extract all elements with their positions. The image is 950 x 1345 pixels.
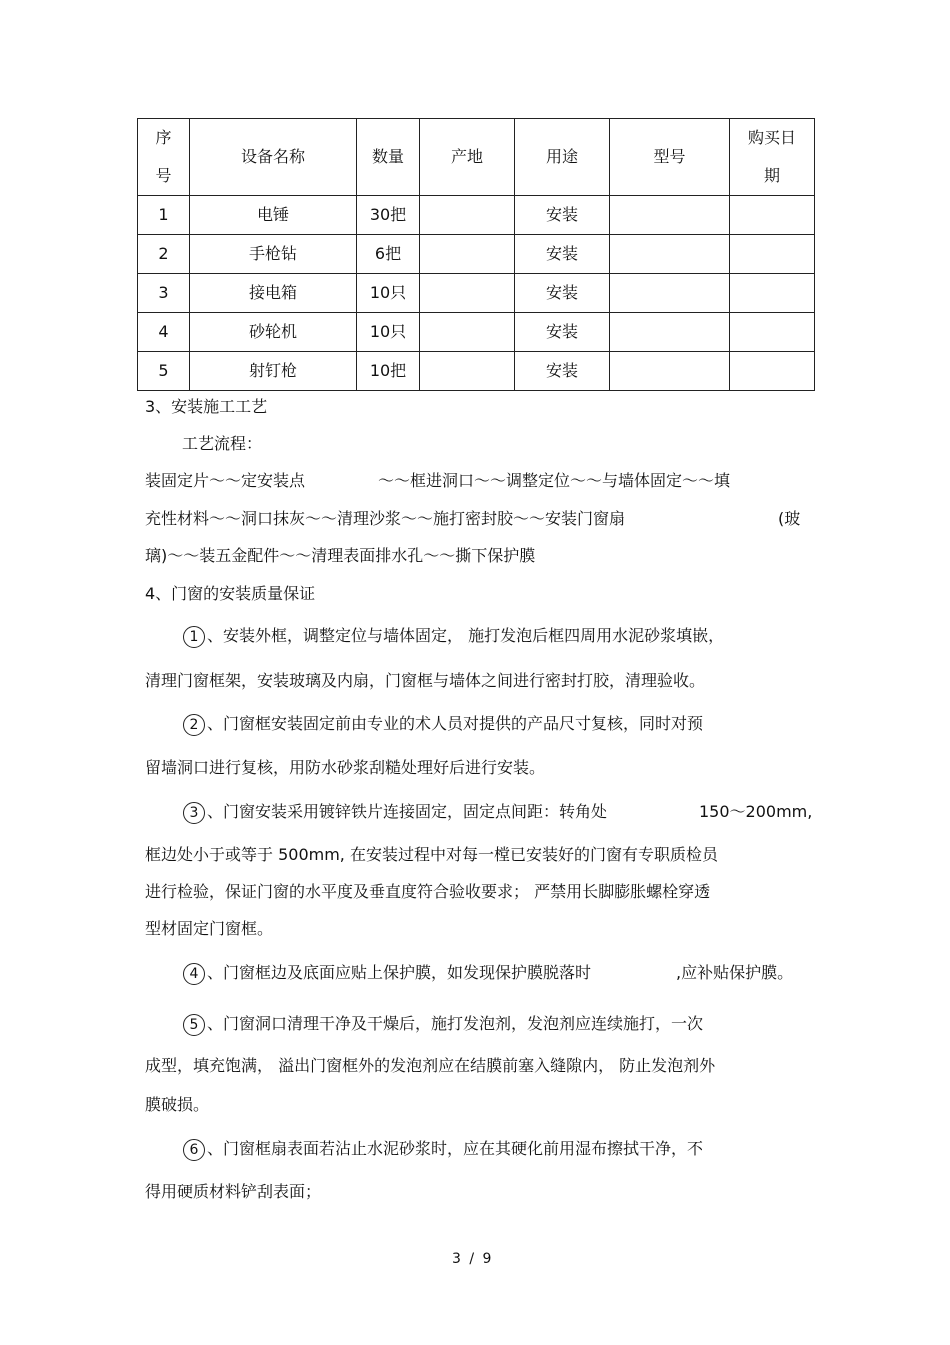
item-text-tail: 150～200mm,	[699, 802, 813, 821]
quality-item-2	[183, 711, 703, 736]
cell-seq: 1	[138, 196, 190, 235]
table-row	[138, 274, 815, 313]
quality-item-6	[183, 1136, 703, 1161]
flow-line-3: 璃)～～装五金配件～～清理表面排水孔～～撕下保护膜	[145, 546, 536, 565]
cell-model	[610, 196, 730, 235]
flow-line-2a: 充性材料～～洞口抹灰～～清理沙浆～～施打密封胶～～安装门窗扇	[145, 509, 626, 528]
cell-usage: 安装	[515, 235, 610, 274]
flow-line-1a: 装固定片～～定安装点	[145, 471, 306, 490]
header-usage: 用途	[515, 119, 610, 196]
cell-model	[610, 352, 730, 391]
circled-number: 4	[183, 963, 205, 985]
cell-model	[610, 274, 730, 313]
flow-label: 工艺流程：	[182, 434, 263, 453]
circled-number: 1	[183, 626, 205, 648]
cell-usage: 安装	[515, 313, 610, 352]
header-purchase-date: 购买日期	[747, 128, 796, 185]
item-text-line: 膜破损。	[145, 1095, 210, 1114]
quality-item-5	[183, 1011, 703, 1036]
cell-date	[730, 235, 815, 274]
cell-usage: 安装	[515, 352, 610, 391]
table-row	[138, 313, 815, 352]
cell-seq: 5	[138, 352, 190, 391]
item-text-line: 框边处小于或等于 500mm, 在安装过程中对每一樘已安装好的门窗有专职质检员	[145, 845, 718, 864]
table-row	[138, 235, 815, 274]
equipment-table	[137, 118, 815, 391]
cell-qty: 10只	[357, 313, 420, 352]
section3-heading: 3、安装施工工艺	[145, 397, 268, 416]
header-qty: 数量	[357, 119, 420, 196]
cell-date	[730, 313, 815, 352]
header-cell	[730, 119, 815, 196]
cell-model	[610, 235, 730, 274]
cell-seq: 3	[138, 274, 190, 313]
cell-model	[610, 313, 730, 352]
cell-origin	[420, 196, 515, 235]
flow-line-1b: ～～框进洞口～～调整定位～～与墙体固定～～填	[378, 471, 731, 490]
item-text: 、门窗框边及底面应贴上保护膜，如发现保护膜脱落时	[207, 963, 592, 982]
cell-name: 接电箱	[190, 274, 357, 313]
cell-name: 砂轮机	[190, 313, 357, 352]
item-text-line: 成型，填充饱满， 溢出门窗框外的发泡剂应在结膜前塞入缝隙内， 防止发泡剂外	[145, 1056, 716, 1075]
item-text: 、门窗框安装固定前由专业的术人员对提供的产品尺寸复核，同时对预	[207, 714, 704, 733]
cell-qty: 10把	[357, 352, 420, 391]
circled-number: 3	[183, 802, 205, 824]
header-seq: 序号	[155, 128, 172, 185]
circled-number: 6	[183, 1139, 205, 1161]
cell-date	[730, 196, 815, 235]
item-text-tail: ,应补贴保护膜。	[676, 963, 794, 982]
table-row	[138, 196, 815, 235]
quality-item-4	[183, 960, 591, 985]
cell-qty: 10只	[357, 274, 420, 313]
cell-qty: 6把	[357, 235, 420, 274]
cell-origin	[420, 313, 515, 352]
cell-seq: 2	[138, 235, 190, 274]
item-text-line: 进行检验，保证门窗的水平度及垂直度符合验收要求； 严禁用长脚膨胀螺栓穿透	[145, 882, 711, 901]
cell-date	[730, 352, 815, 391]
item-text-line: 清理门窗框架，安装玻璃及内扇，门窗框与墙体之间进行密封打胶，清理验收。	[145, 671, 706, 690]
quality-item-3	[183, 799, 607, 824]
item-text: 、安装外框，调整定位与墙体固定， 施打发泡后框四周用水泥砂浆填嵌，	[207, 626, 725, 645]
header-cell	[138, 119, 190, 196]
header-origin: 产地	[420, 119, 515, 196]
flow-line-2b: (玻	[778, 509, 801, 528]
header-name: 设备名称	[190, 119, 357, 196]
cell-name: 手枪钻	[190, 235, 357, 274]
page-number: 3 / 9	[452, 1251, 494, 1267]
item-text: 、门窗安装采用镀锌铁片连接固定，固定点间距：转角处	[207, 802, 608, 821]
section4-heading: 4、门窗的安装质量保证	[145, 584, 316, 603]
item-text: 、门窗框扇表面若沾止水泥砂浆时，应在其硬化前用湿布擦拭干净，不	[207, 1139, 704, 1158]
cell-origin	[420, 235, 515, 274]
cell-origin	[420, 274, 515, 313]
item-text-line: 留墙洞口进行复核，用防水砂浆刮糙处理好后进行安装。	[145, 758, 546, 777]
cell-date	[730, 274, 815, 313]
cell-name: 电锤	[190, 196, 357, 235]
cell-name: 射钉枪	[190, 352, 357, 391]
item-text: 、门窗洞口清理干净及干燥后，施打发泡剂，发泡剂应连续施打，一次	[207, 1014, 704, 1033]
item-text-line: 得用硬质材料铲刮表面；	[145, 1182, 322, 1201]
cell-usage: 安装	[515, 274, 610, 313]
cell-seq: 4	[138, 313, 190, 352]
cell-qty: 30把	[357, 196, 420, 235]
circled-number: 2	[183, 714, 205, 736]
header-model: 型号	[610, 119, 730, 196]
table-row	[138, 352, 815, 391]
cell-usage: 安装	[515, 196, 610, 235]
quality-item-1	[183, 623, 724, 648]
table-header-row	[138, 119, 815, 196]
circled-number: 5	[183, 1014, 205, 1036]
item-text-line: 型材固定门窗框。	[145, 919, 274, 938]
cell-origin	[420, 352, 515, 391]
